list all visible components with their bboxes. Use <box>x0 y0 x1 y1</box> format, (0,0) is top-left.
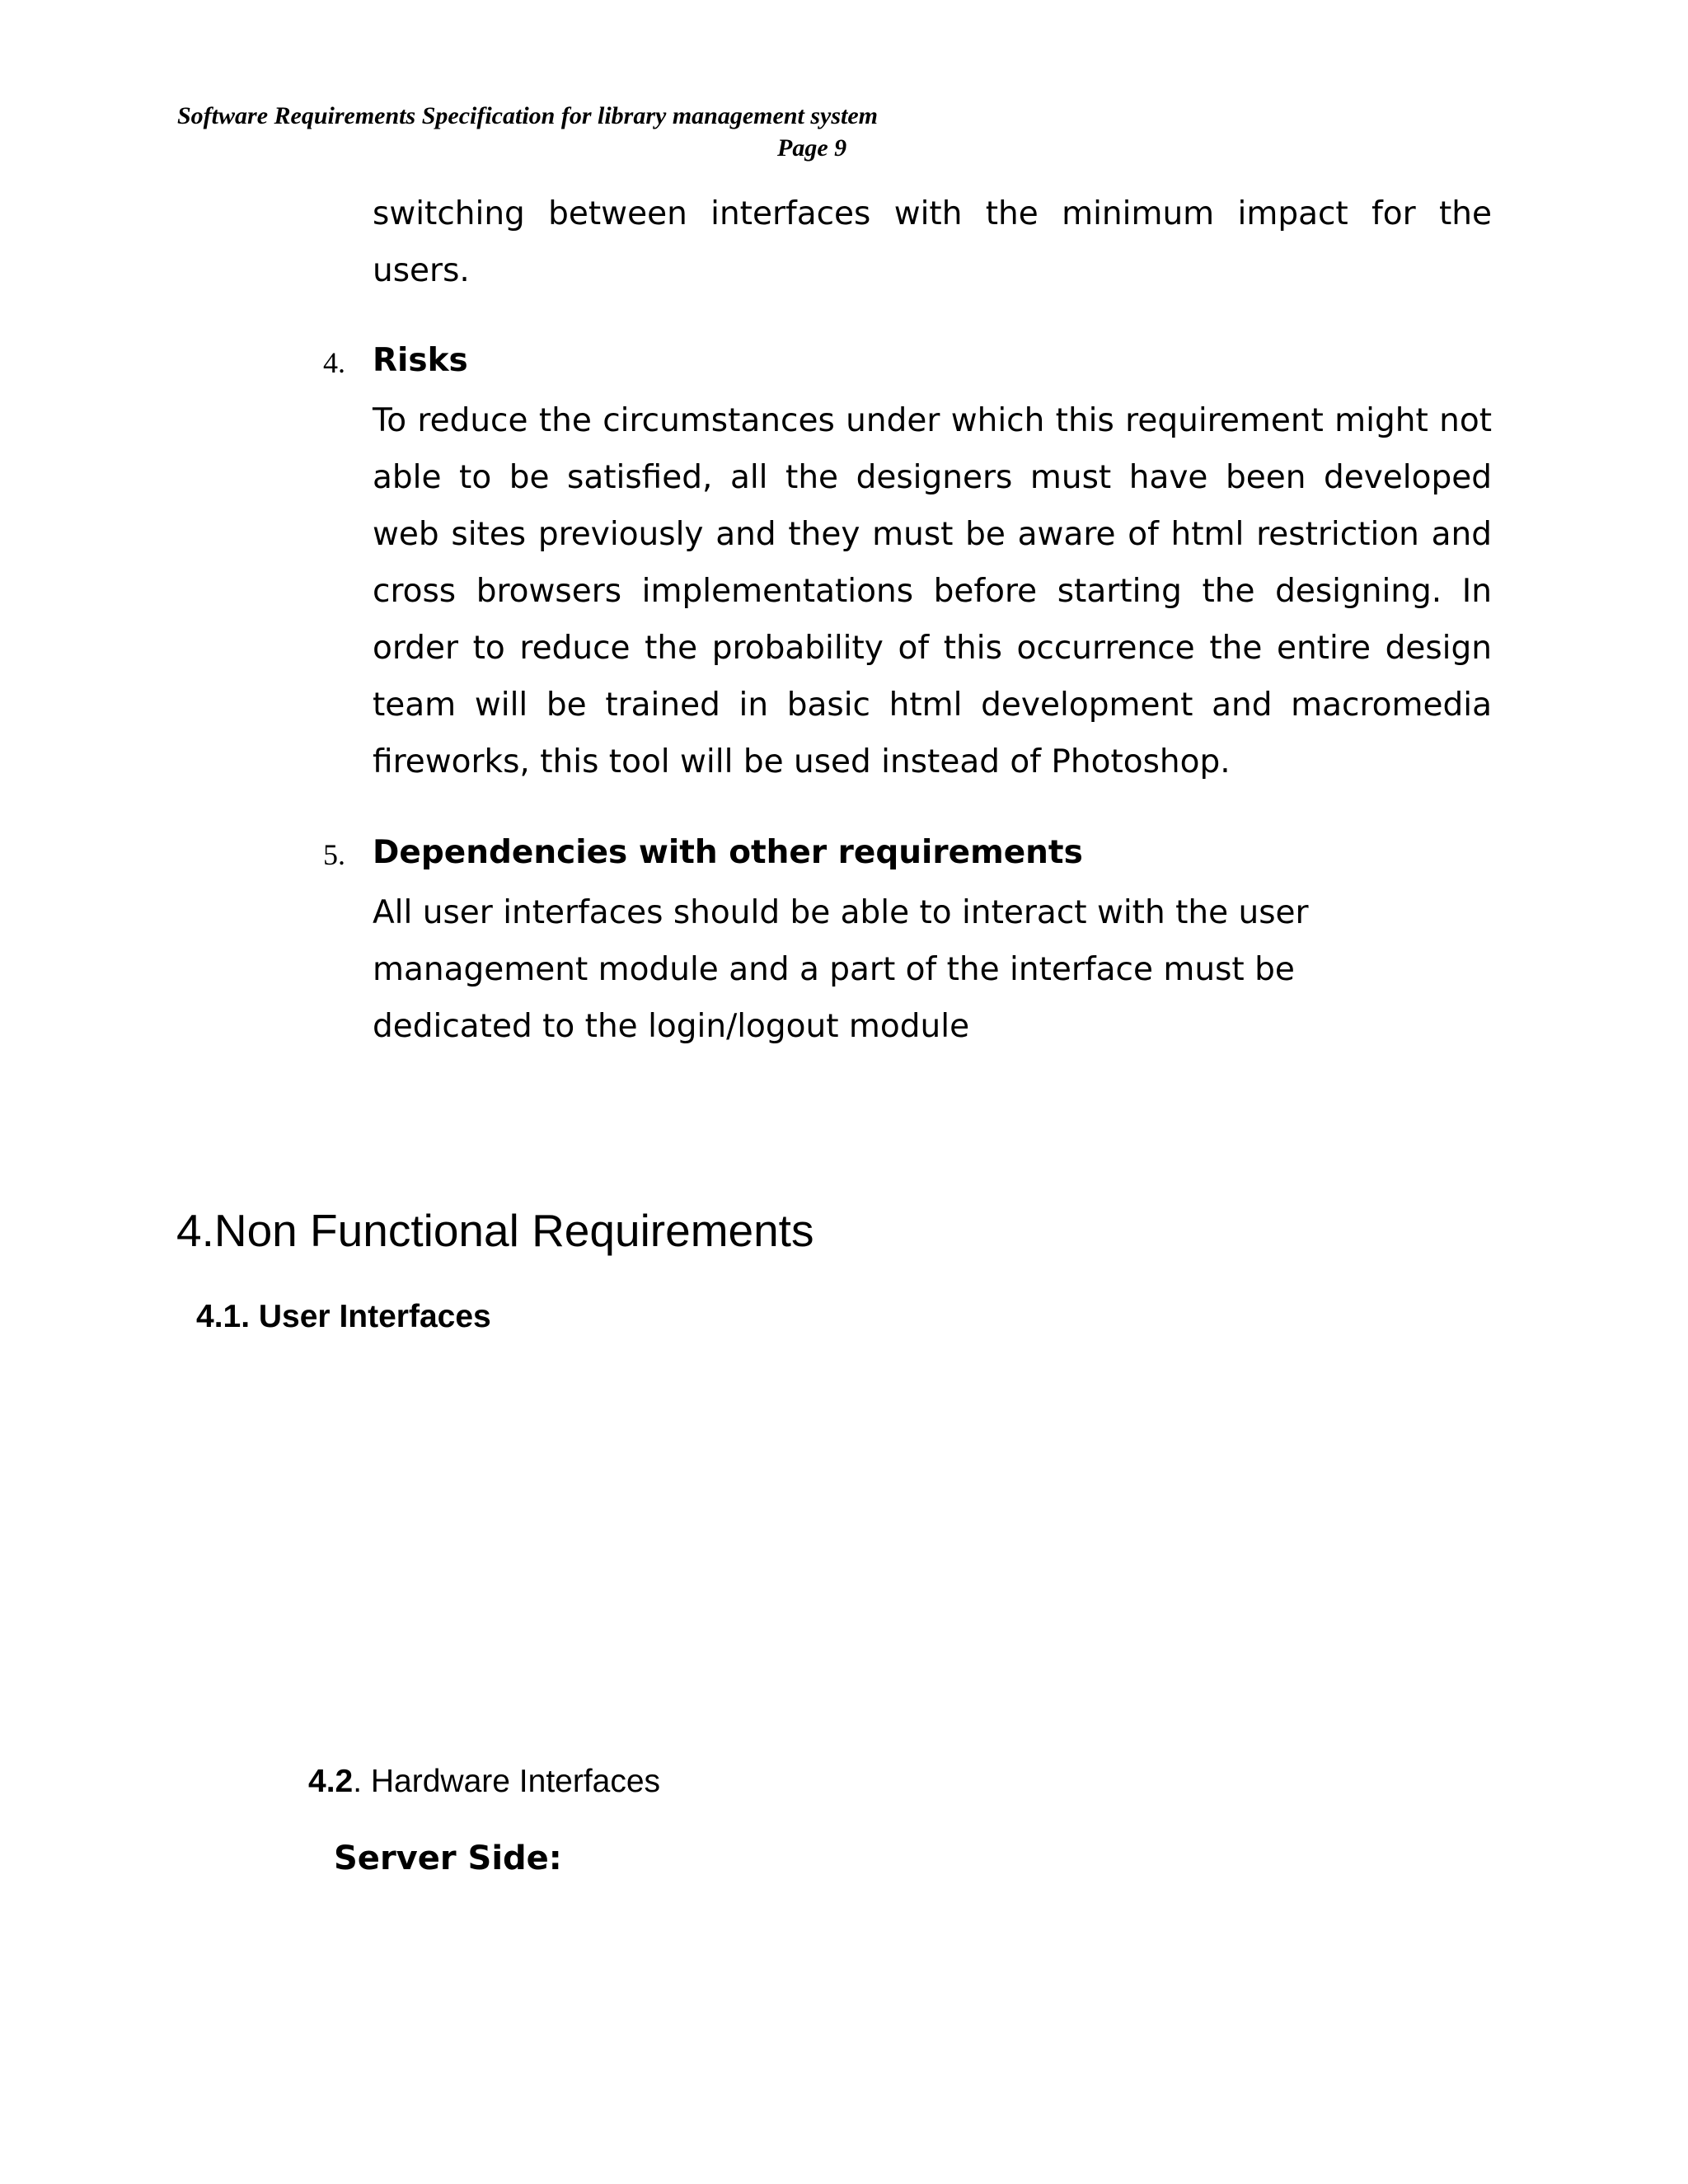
subsection-heading-hardware-interfaces <box>308 1764 660 1800</box>
subsection-number: 4.2 <box>308 1764 354 1799</box>
continuation-line: switching between interfaces with the minimum impact for the <box>373 195 1492 232</box>
subsection-title: . Hardware Interfaces <box>353 1764 661 1799</box>
subsection-heading-user-interfaces: 4.1. User Interfaces <box>196 1299 491 1334</box>
dependencies-line: management module and a part of the interface must be <box>373 951 1295 988</box>
risks-paragraph: To reduce the circumstances under which this requirement might not able to be satisfied, all the designers must have been developed web sites previously and they must be aware of html restriction and cross browsers implementations before starting the designing. In order to reduce the probability of this occurrence the entire design team will be trained in basic html development and macromedia fireworks, this tool will be used instead of Photoshop. <box>373 402 1492 780</box>
risks-heading: Risks <box>373 342 468 379</box>
server-side-label: Server Side: <box>334 1840 562 1877</box>
dependencies-line: dedicated to the login/logout module <box>373 1008 970 1045</box>
continuation-paragraph <box>373 185 1492 299</box>
dependencies-heading: Dependencies with other requirements <box>373 834 1083 871</box>
section-heading: 4.Non Functional Requirements <box>176 1205 814 1256</box>
list-number-dependencies: 5. <box>323 838 345 871</box>
dependencies-line: All user interfaces should be able to interact with the user <box>373 894 1309 931</box>
dependencies-paragraph <box>373 884 1492 1055</box>
page-number: Page 9 <box>777 134 847 162</box>
running-header-title: Software Requirements Specification for library management system <box>177 102 878 129</box>
list-number-risks: 4. <box>323 346 345 379</box>
continuation-line: users. <box>373 252 470 289</box>
